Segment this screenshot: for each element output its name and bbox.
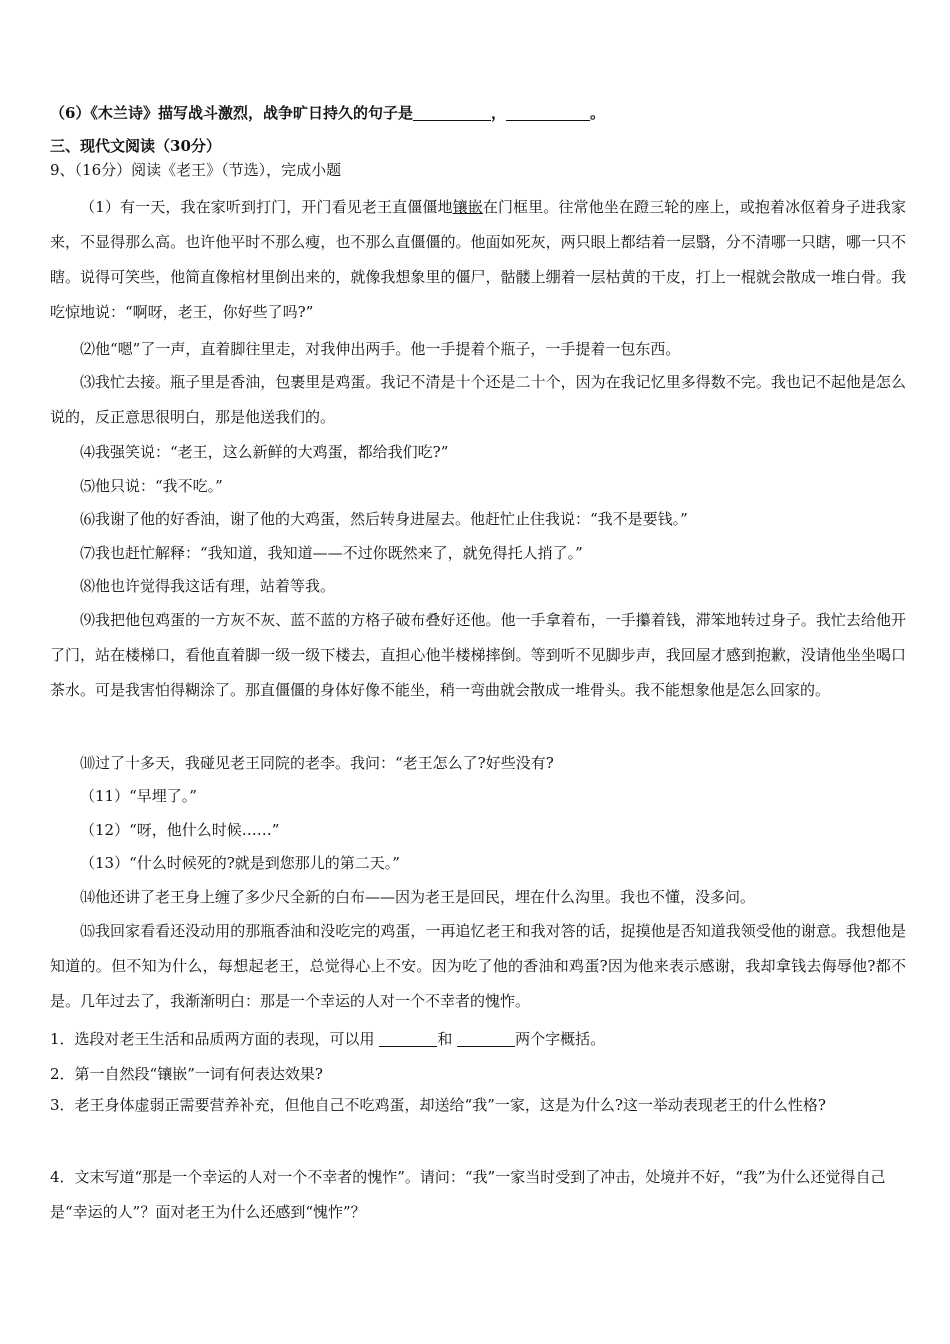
passage-p3-text: ⑶我忙去接。瓶子里是香油，包裹里是鸡蛋。我记不清是十个还是二十个，因为在我记忆里多得数不完。我也记不起他是怎么说的，反正意思很明白，那是他送我们的。 <box>50 373 906 426</box>
keyword-xiangqian: 镶嵌 <box>452 198 483 216</box>
question-9-intro: 9、（16分）阅读《老王》（节选），完成小题 <box>50 161 342 179</box>
answer-blank[interactable] <box>413 104 491 121</box>
passage-paragraph-4: ⑷我强笑说：“老王，这么新鲜的大鸡蛋，都给我们吃?” <box>80 443 449 461</box>
answer-blank[interactable] <box>379 1030 437 1047</box>
question-6-text: （6）《木兰诗》描写战斗激烈，战争旷日持久的句子是 <box>50 104 413 122</box>
sub-question-2: 2．第一自然段“镶嵌”一词有何表达效果? <box>50 1065 323 1083</box>
passage-p9-text: ⑼我把他包鸡蛋的一方灰不灰、蓝不蓝的方格子破布叠好还他。他一手拿着布，一手攥着钱，滞笨地转过身子。我忙去给他开了门，站在楼梯口，看他直着脚一级一级下楼去，直担心他半楼梯摔倒。等到听不见脚步声，我回屋才感到抱歉，没请他坐坐喝口茶水。可是我害怕得糊涂了。那直僵僵的身体好像不能坐，稍一弯曲就会散成一堆骨头。我不能想象他是怎么回家的。 <box>50 611 906 699</box>
passage-p1-rest: 在门框里。往常他坐在蹬三轮的座上，或抱着冰伛着身子进我家来，不显得那么高。也许他平时不那么瘦，也不那么直僵僵的。他面如死灰，两只眼上都结着一层翳，分不清哪一只瞎，哪一只不瞎。说得可笑些，他简直像棺材里倒出来的，就像我想象里的僵尸，骷髅上绷着一层枯黄的干皮，打上一棍就会散成一堆白骨。我吃惊地说：“啊呀，老王，你好些了吗?” <box>50 198 906 321</box>
passage-paragraph-15 <box>50 914 906 1019</box>
answer-blank[interactable] <box>506 104 590 121</box>
passage-paragraph-1 <box>50 190 906 330</box>
passage-paragraph-7: ⑺我也赶忙解释：“我知道，我知道——不过你既然来了，就免得托人捎了。” <box>80 544 583 562</box>
passage-paragraph-11: （11）“早埋了。” <box>80 787 197 805</box>
passage-paragraph-10: ⑽过了十多天，我碰见老王同院的老李。我问：“老王怎么了?好些没有? <box>80 754 554 772</box>
passage-paragraph-2: ⑵他“嗯”了一声，直着脚往里走，对我伸出两手。他一手提着个瓶子，一手提着一包东西。 <box>80 340 681 358</box>
passage-paragraph-8: ⑻他也许觉得我这话有理，站着等我。 <box>80 577 336 595</box>
passage-paragraph-9 <box>50 603 906 708</box>
answer-blank[interactable] <box>457 1030 515 1047</box>
passage-paragraph-6: ⑹我谢了他的好香油，谢了他的大鸡蛋，然后转身进屋去。他赶忙止住我说：“我不是要钱。” <box>80 510 688 528</box>
sub-question-1-end: 两个字概括。 <box>515 1030 606 1048</box>
sub-question-3: 3．老王身体虚弱正需要营养补充，但他自己不吃鸡蛋，却送给“我”一家，这是为什么?这一举动表现老王的什么性格? <box>50 1096 826 1114</box>
sub-question-4: 4．文末写道“那是一个幸运的人对一个不幸者的愧怍”。请问：“我”一家当时受到了冲击，处境并不好，“我”为什么还觉得自己是“幸运的人”？面对老王为什么还感到“愧怍”？ <box>50 1168 886 1221</box>
passage-paragraph-13: （13）“什么时候死的?就是到您那儿的第二天。” <box>80 854 400 872</box>
passage-paragraph-5: ⑸他只说：“我不吃。” <box>80 477 223 495</box>
sub-question-1-and: 和 <box>437 1030 453 1048</box>
sub-question-1 <box>50 1028 910 1050</box>
question-6 <box>50 102 910 124</box>
section-3-title: 三、现代文阅读（30分） <box>50 137 221 155</box>
passage-p15-text: ⒂我回家看看还没动用的那瓶香油和没吃完的鸡蛋，一再追忆老王和我对答的话，捉摸他是否知道我领受他的谢意。我想他是知道的。但不知为什么，每想起老王，总觉得心上不安。因为吃了他的香油和鸡蛋?因为他来表示感谢，我却拿钱去侮辱他?都不是。几年过去了，我渐渐明白：那是一个幸运的人对一个不幸者的愧怍。 <box>50 922 906 1010</box>
passage-p1-start: （1）有一天，我在家听到打门，开门看见老王直僵僵地 <box>80 198 453 216</box>
question-6-sep: ， <box>490 104 506 122</box>
passage-paragraph-12: （12）“呀，他什么时候……” <box>80 821 280 839</box>
question-6-end: 。 <box>589 104 605 122</box>
passage-paragraph-3 <box>50 365 906 435</box>
sub-question-1-text: 1．选段对老王生活和品质两方面的表现，可以用 <box>50 1030 375 1048</box>
passage-paragraph-14: ⒁他还讲了老王身上缠了多少尺全新的白布——因为老王是回民，埋在什么沟里。我也不懂，没多问。 <box>80 888 756 906</box>
